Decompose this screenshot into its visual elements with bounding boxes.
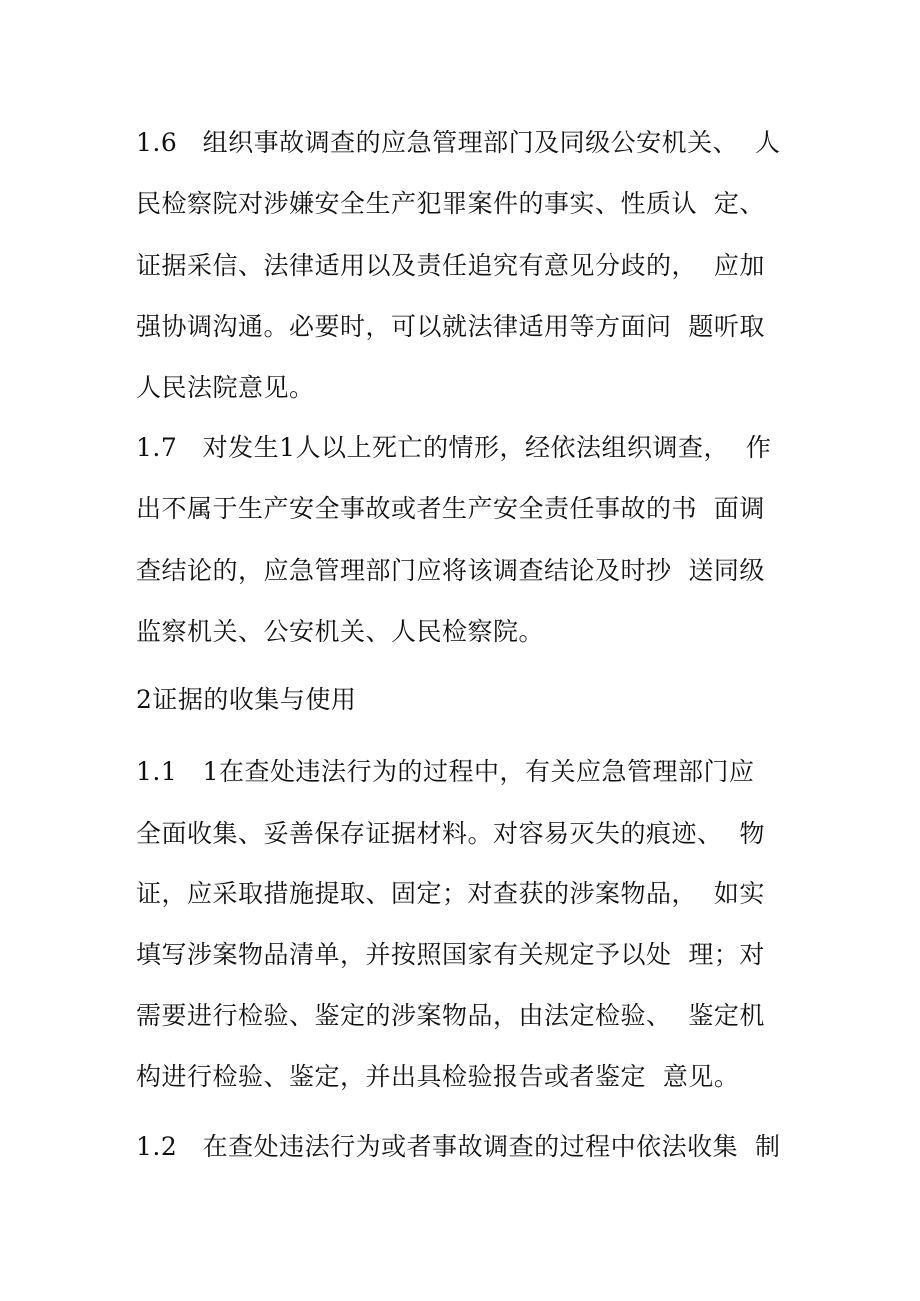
text-line: 人民法院意见。 — [136, 373, 315, 402]
text-line: 需要进行检验、鉴定的涉案物品，由法定检验、 鉴定机 — [136, 1001, 765, 1030]
text-line: 全面收集、妥善保存证据材料。对容易灭失的痕迹、 物 — [136, 819, 765, 848]
text-line: 1.1 1在查处违法行为的过程中，有关应急管理部门应 — [136, 757, 755, 786]
text-line: 填写涉案物品清单，并按照国家有关规定予以处 理；对 — [136, 940, 765, 969]
text-line: 强协调沟通。必要时，可以就法律适用等方面问 题听取 — [136, 312, 765, 341]
text-line: 证据采信、法律适用以及责任追究有意见分歧的， 应加 — [136, 251, 765, 280]
text-line: 监察机关、公安机关、人民检察院。 — [136, 617, 545, 646]
text-line: 1.6 组织事故调查的应急管理部门及同级公安机关、 人 — [136, 128, 781, 157]
text-line: 民检察院对涉嫌安全生产犯罪案件的事实、性质认 定、 — [136, 189, 765, 218]
text-line: 出不属于生产安全事故或者生产安全责任事故的书 面调 — [136, 494, 765, 523]
text-line: 查结论的，应急管理部门应将该调查结论及时抄 送同级 — [136, 556, 765, 585]
text-line: 构进行检验、鉴定，并出具检验报告或者鉴定 意见。 — [136, 1062, 740, 1091]
section-heading: 2证据的收集与使用 — [136, 685, 357, 714]
text-line: 1.7 对发生1人以上死亡的情形，经依法组织调查， 作 — [136, 433, 772, 462]
text-line: 1.2 在查处违法行为或者事故调查的过程中依法收集 制 — [136, 1132, 781, 1161]
text-line: 证，应采取措施提取、固定；对查获的涉案物品， 如实 — [136, 879, 765, 908]
